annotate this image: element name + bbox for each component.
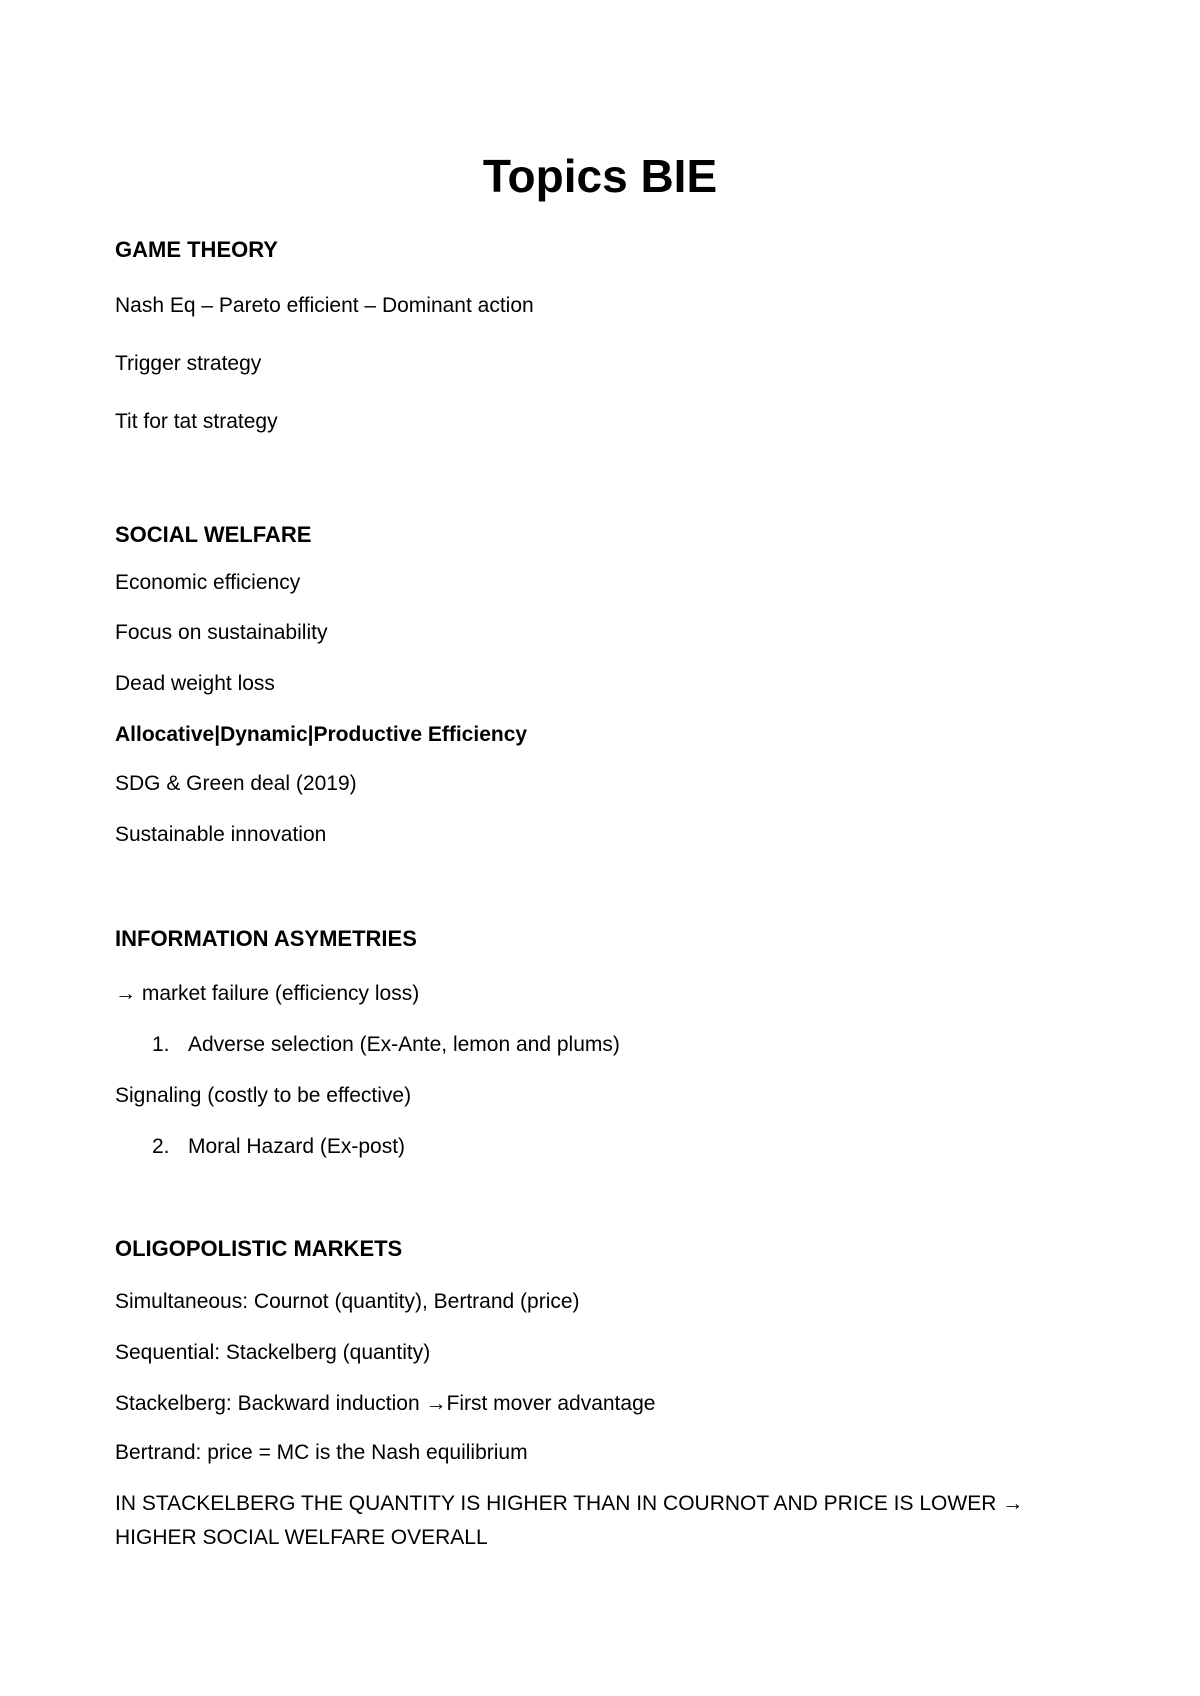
game-theory-item: Trigger strategy bbox=[115, 352, 262, 375]
list-number: 1. bbox=[152, 1033, 170, 1056]
oligopoly-item: Stackelberg: Backward induction →First mover advantage bbox=[115, 1392, 656, 1415]
social-welfare-item: Dead weight loss bbox=[115, 672, 275, 695]
list-number: 2. bbox=[152, 1135, 170, 1158]
oligopoly-item: Sequential: Stackelberg (quantity) bbox=[115, 1341, 431, 1364]
social-welfare-item: Sustainable innovation bbox=[115, 823, 327, 846]
social-welfare-item-bold: Allocative|Dynamic|Productive Efficiency bbox=[115, 723, 528, 746]
social-welfare-item: SDG & Green deal (2019) bbox=[115, 772, 357, 795]
social-welfare-item: Focus on sustainability bbox=[115, 621, 328, 644]
section-heading-social-welfare: SOCIAL WELFARE bbox=[115, 522, 312, 547]
signaling-line: Signaling (costly to be effective) bbox=[115, 1084, 412, 1107]
oligopoly-item: Bertrand: price = MC is the Nash equilibrium bbox=[115, 1441, 528, 1464]
section-heading-game-theory: GAME THEORY bbox=[115, 237, 278, 262]
list-item-adverse-selection: Adverse selection (Ex-Ante, lemon and plums) bbox=[188, 1033, 620, 1056]
document-title: Topics BIE bbox=[482, 150, 718, 202]
social-welfare-item: Economic efficiency bbox=[115, 571, 301, 594]
section-heading-oligopolistic-markets: OLIGOPOLISTIC MARKETS bbox=[115, 1236, 403, 1261]
list-item-moral-hazard: Moral Hazard (Ex-post) bbox=[188, 1135, 406, 1158]
section-heading-information-asymetries: INFORMATION ASYMETRIES bbox=[115, 926, 417, 951]
oligopoly-item: Simultaneous: Cournot (quantity), Bertrand (price) bbox=[115, 1290, 580, 1313]
stackelberg-conclusion: IN STACKELBERG THE QUANTITY IS HIGHER THAN IN COURNOT AND PRICE IS LOWER → HIGHER SOCIAL WELFARE OVERALL bbox=[115, 1492, 1024, 1549]
game-theory-item: Tit for tat strategy bbox=[115, 410, 278, 433]
game-theory-item: Nash Eq – Pareto efficient – Dominant action bbox=[115, 294, 534, 317]
market-failure-line: → market failure (efficiency loss) bbox=[115, 982, 420, 1005]
